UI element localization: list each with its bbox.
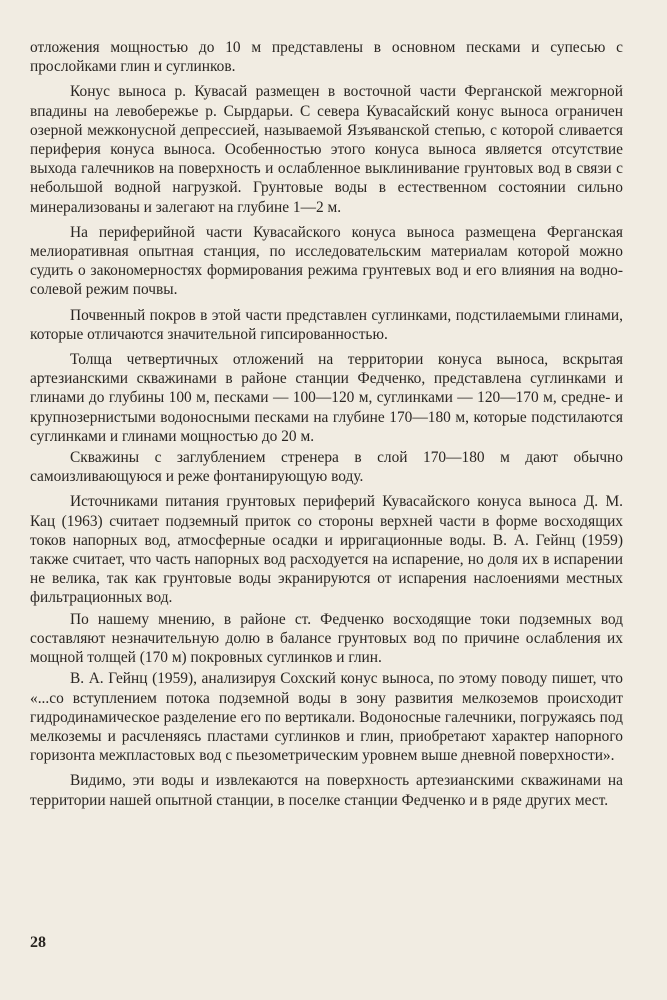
paragraph-our-opinion: По нашему мнению, в районе ст. Федченко восходящие токи подземных вод составляют незначительную долю в балансе грунтовых вод по причине ослабления их мощной толщей (170 м) покровных суглинков и глин. xyxy=(30,610,623,667)
paragraph-soil-cover: Почвенный покров в этой части представлен суглинками, подстилаемыми глинами, которые отличаются значительной гипсированностью. xyxy=(30,306,623,343)
paragraph-experimental-station: На периферийной части Кувасайского конуса выноса размещена Ферганская мелиоративная опытная станция, по исследовательским материалам которой можно судить о закономерностях формирования режима грунтевых вод и его влияния на водно-солевой режим почвы. xyxy=(30,223,623,299)
paragraph-quaternary-deposits: Толща четвертичных отложений на территории конуса выноса, вскрытая артезианскими скважинами в районе станции Федченко, представлена суглинками и глинами до глубины 100 м, песками — 100—120 м, суглинками — 120—170 м, средне- и крупнозернистыми водоносными песками на глубине 170—180 м, которые подстилаются суглинками и глинами мощностью до 20 м. xyxy=(30,351,623,445)
paragraph-continuation: отложения мощностью до 10 м представлены в основном песками и супесью с прослойками глин и суглинков. xyxy=(30,39,623,76)
paragraph-conclusion: Видимо, эти воды и извлекаются на поверхность артезианскими скважинами на территории нашей опытной станции, в поселке станции Федченко и в ряде других мест. xyxy=(30,772,623,809)
paragraph-kuvasai-cone: Конус выноса р. Кувасай размещен в восточной части Ферганской межгорной впадины на левобережье р. Сырдарьи. С севера Кувасайский конус выноса ограничен озерной межконусной депрессией, называемой Язъяванской степью, с которой сливается периферия конуса выноса. Особенностью этого конуса выноса является отсутствие выхода галечников на поверхность и ослабленное выклинивание грунтовых вод в связи с небольшой водной нагрузкой. Грунтовые воды в естественном состоянии сильно минерализованы и залегают на глубине 1—2 м. xyxy=(30,83,623,216)
paragraph-geints-quote: В. А. Гейнц (1959), анализируя Сохский конус выноса, по этому поводу пишет, что «...со вступлением потока подземной воды в зону развития мелкоземов происходит гидродинамическое разделение его по вертикали. Водоносные галечники, погружаясь под мелкоземы и расчленяясь пластами суглинков и глин, приобретают характер напорного горизонта межпластовых вод с пьезометрическим уровнем выше дневной поверхности». xyxy=(30,670,623,765)
paragraph-wells: Скважины с заглублением стренера в слой 170—180 м дают обычно самоизливающуюся и реже фонтанирующую воду. xyxy=(30,449,623,486)
page-number: 28 xyxy=(30,934,46,951)
paragraph-feeding-sources: Источниками питания грунтовых периферий Кувасайского конуса выноса Д. М. Кац (1963) считает подземный приток со стороны верхней части в форме восходящих токов напорных вод, атмосферные осадки и ирригационные воды. В. А. Гейнц (1959) также считает, что часть напорных вод расходуется на испарение, но доля их в испарении не велика, так как грунтовые воды экранируются от испарения наслоениями местных фильтрационных вод. xyxy=(30,493,623,607)
